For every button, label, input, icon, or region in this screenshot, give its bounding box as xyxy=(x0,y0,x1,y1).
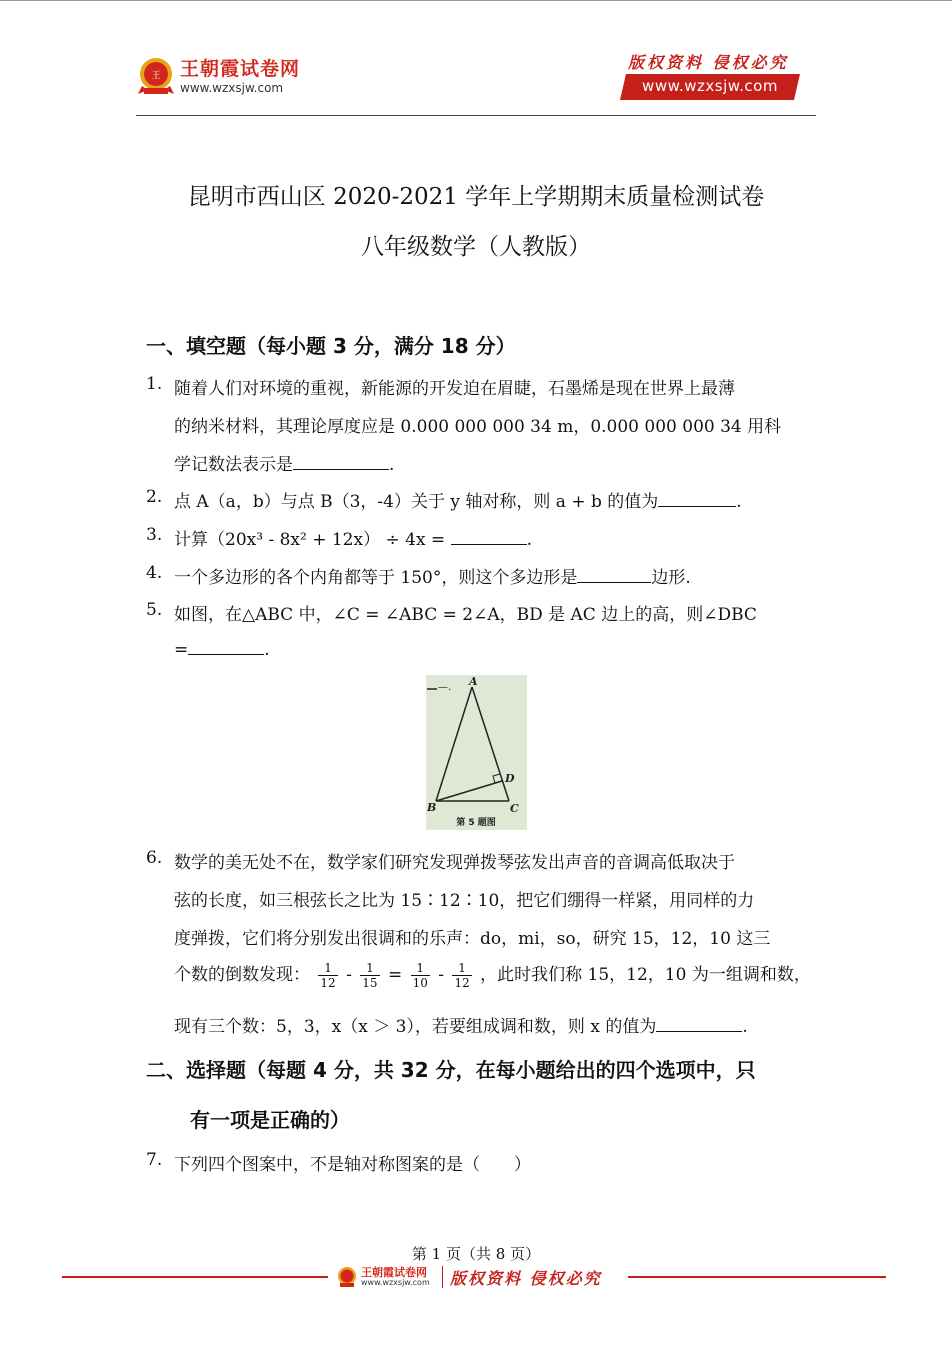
label-d: D xyxy=(505,772,515,785)
q1-line2: 的纳米材料，其理论厚度应是 0.000 000 000 34 m，0.000 000 000 34 用科 xyxy=(174,417,782,437)
q4-line xyxy=(174,563,691,588)
fraction-1-15 xyxy=(360,961,379,990)
exam-subtitle: 八年级数学（人教版） xyxy=(361,234,591,260)
q4-number: 4. xyxy=(146,563,163,583)
q1-number: 1. xyxy=(146,374,163,394)
q6-line3: 度弹拨，它们将分别发出很调和的乐声：do，mi，so，研究 15，12，10 这三 xyxy=(174,929,771,949)
q6-end: . xyxy=(742,1017,748,1037)
q5-line1: 如图，在△ABC 中，∠C = ∠ABC = 2∠A，BD 是 AC 边上的高，则∠DBC xyxy=(174,605,757,625)
q2-number: 2. xyxy=(146,487,163,507)
site-logo xyxy=(136,52,316,102)
q1-line1: 随着人们对环境的重视，新能源的开发迫在眉睫，石墨烯是现在世界上最薄 xyxy=(174,379,735,399)
logo-url[interactable]: www.wzxsjw.com xyxy=(180,81,284,95)
q4-answer-blank[interactable] xyxy=(577,566,651,583)
q6-line2: 弦的长度，如三根弦长之比为 15∶12∶10，把它们绷得一样紧，用同样的力 xyxy=(174,891,755,911)
q6-line1: 数学的美无处不在，数学家们研究发现弹拨琴弦发出声音的音调高低取决于 xyxy=(174,853,735,873)
q6-line5 xyxy=(174,1012,748,1037)
q1-line3 xyxy=(174,450,394,475)
q5-number: 5. xyxy=(146,600,163,620)
url-banner[interactable] xyxy=(620,74,800,100)
copyright-notice: 版权资料 侵权必究 xyxy=(628,53,789,72)
logo-badge-icon xyxy=(136,56,176,96)
fraction-1-10 xyxy=(411,961,430,990)
triangle-figure xyxy=(426,675,527,830)
frac3-den: 10 xyxy=(412,976,428,990)
footer-copyright: 版权资料 侵权必究 xyxy=(450,1269,602,1288)
top-border xyxy=(0,0,952,1)
section-2-heading-line2: 有一项是正确的） xyxy=(190,1108,350,1132)
label-c: C xyxy=(510,802,519,815)
footer-divider xyxy=(442,1266,443,1288)
q6-line4-post: ，此时我们称 15，12，10 为一组调和数， xyxy=(480,965,811,985)
frac4-den: 12 xyxy=(454,976,470,990)
footer-logo-badge-icon xyxy=(336,1266,358,1288)
footer-logo xyxy=(336,1264,446,1292)
frac1-num: 1 xyxy=(318,961,337,976)
footer-logo-name: 王朝霞试卷网 xyxy=(361,1266,427,1279)
exam-title: 昆明市西山区 2020-2021 学年上学期期末质量检测试卷 xyxy=(187,184,765,210)
q7-text: 下列四个图案中，不是轴对称图案的是（ ） xyxy=(174,1155,531,1175)
footer-logo-url[interactable]: www.wzxsjw.com xyxy=(361,1278,430,1287)
section-2-heading-line1: 二、选择题（每题 4 分，共 32 分，在每小题给出的四个选项中，只 xyxy=(146,1058,756,1082)
minus-sign-1: - xyxy=(346,965,352,985)
q3-number: 3. xyxy=(146,525,163,545)
figure-mark-text: —. xyxy=(438,682,452,693)
banner-url: www.wzxsjw.com xyxy=(642,77,778,95)
q2-end: . xyxy=(736,492,742,512)
q2-answer-blank[interactable] xyxy=(658,490,736,507)
q6-line5-text: 现有三个数：5，3，x（x ＞ 3），若要组成调和数，则 x 的值为 xyxy=(174,1017,657,1037)
frac1-den: 12 xyxy=(320,976,336,990)
q5-figure xyxy=(426,675,527,830)
frac2-den: 15 xyxy=(362,976,378,990)
frac4-num: 1 xyxy=(452,961,471,976)
q5-equals: = xyxy=(174,640,189,660)
fraction-1-12b xyxy=(452,961,471,990)
frac3-num: 1 xyxy=(411,961,430,976)
logo-name: 王朝霞试卷网 xyxy=(180,58,301,80)
q3-answer-blank[interactable] xyxy=(451,528,527,545)
q4-end: 边形. xyxy=(651,568,691,588)
figure-caption: 第 5 题图 xyxy=(456,818,496,828)
section-1-heading: 一、填空题（每小题 3 分，满分 18 分） xyxy=(146,334,516,358)
q5-line2 xyxy=(174,638,270,660)
equals-sign: = xyxy=(387,965,403,985)
q1-line3-text: 学记数法表示是 xyxy=(174,455,293,475)
footer-line-left xyxy=(62,1276,328,1278)
fraction-1-12a xyxy=(318,961,337,990)
q6-line4-pre: 个数的倒数发现： xyxy=(174,965,310,985)
q7-number: 7. xyxy=(146,1150,163,1170)
q3-text: 计算（20x³ - 8x² + 12x） ÷ 4x = xyxy=(174,530,451,550)
label-a: A xyxy=(469,675,478,688)
q1-answer-blank[interactable] xyxy=(293,453,389,470)
svg-text:王: 王 xyxy=(151,71,161,81)
q6-answer-blank[interactable] xyxy=(656,1015,742,1032)
q6-line4 xyxy=(174,960,811,990)
q2-line xyxy=(174,487,742,512)
minus-sign-2: - xyxy=(438,965,445,985)
q6-number: 6. xyxy=(146,848,163,868)
q5-end: . xyxy=(264,640,270,660)
label-b: B xyxy=(427,801,437,814)
footer-line-right xyxy=(628,1276,886,1278)
frac2-num: 1 xyxy=(360,961,379,976)
q4-text: 一个多边形的各个内角都等于 150°，则这个多边形是 xyxy=(174,568,578,588)
q3-line xyxy=(174,525,532,550)
q1-end: . xyxy=(389,455,395,475)
page-number: 第 1 页（共 8 页） xyxy=(411,1245,541,1263)
q5-answer-blank[interactable] xyxy=(188,638,264,655)
q3-end: . xyxy=(526,530,532,550)
header-rule xyxy=(136,115,816,116)
q2-text: 点 A（a，b）与点 B（3，-4）关于 y 轴对称，则 a + b 的值为 xyxy=(174,492,659,512)
